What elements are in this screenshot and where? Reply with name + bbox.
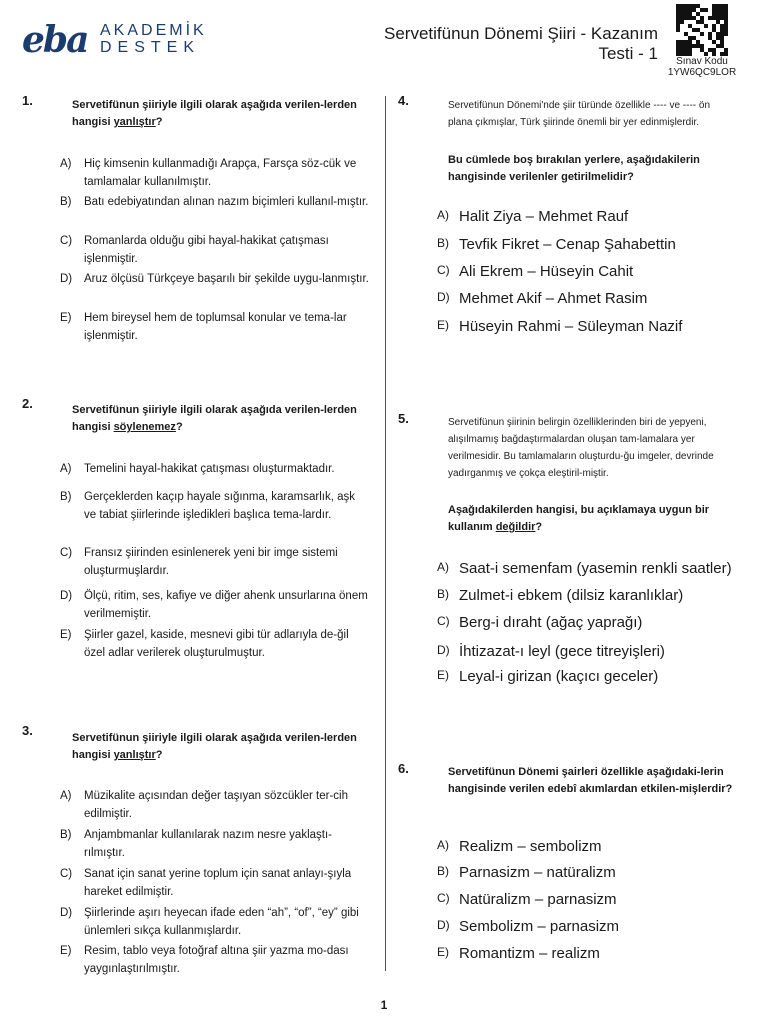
exam-code [660, 56, 744, 78]
test-title-line-1: Servetifünun Dönemi Şiiri - Kazanım [383, 24, 658, 43]
answer-option[interactable]: C) Romanlarda olduğu gibi hayal-hakikat çatışması işlenmiştir. [60, 235, 329, 265]
question-passage: Servetifünun Dönemi'nde şiir türünde özellikle ---- ve ---- ön plana çıkmışlar, Türk şiirinde önemli bir yer edinmişlerdir. [448, 100, 711, 128]
answer-option[interactable]: B) Parnasizm – natüralizm [437, 864, 616, 881]
answer-option[interactable]: C) Fransız şiirinden esinlenerek yeni bir imge sistemi oluşturmuşlardır. [60, 547, 338, 577]
logo-line-1: AKADEMİK [100, 22, 207, 39]
stem-emphasis: yanlıştır [113, 749, 156, 761]
answer-option[interactable]: B) Zulmet-i ebkem (dilsiz karanlıklar) [437, 587, 684, 604]
answer-option[interactable]: D) Mehmet Akif – Ahmet Rasim [437, 290, 648, 307]
answer-option[interactable]: C) Ali Ekrem – Hüseyin Cahit [437, 263, 634, 280]
eba-logo-text [100, 22, 207, 56]
answer-option[interactable]: E) Şiirler gazel, kaside, mesnevi gibi tür adlarıyla de-ğil özel adlar verilerek oluşturulmuştur. [60, 629, 349, 659]
question-stem: Bu cümlede boş bırakılan yerlere, aşağıdakilerin hangisinde verilenler getirilmelidir? [448, 154, 700, 183]
answer-option[interactable]: A) Realizm – sembolizm [437, 838, 602, 855]
eba-logo-mark: eba [22, 19, 88, 61]
question-number: 6. [398, 761, 409, 776]
test-title-line-2: Testi - 1 [598, 44, 658, 63]
exam-code-label: Sınav Kodu [676, 56, 728, 67]
question-number: 4. [398, 93, 409, 108]
stem-emphasis: söylenemez [113, 421, 176, 433]
answer-option[interactable]: D) Ölçü, ritim, ses, kafiye ve diğer ahenk unsurlarına önem verilmemiştir. [60, 590, 368, 620]
answer-option[interactable]: D) İhtizazat-ı leyl (gece titreyişleri) [437, 643, 665, 660]
answer-option[interactable]: C) Natüralizm – parnasizm [437, 891, 617, 908]
answer-option[interactable]: D) Sembolizm – parnasizm [437, 918, 620, 935]
exam-code-value: 1YW6QC9LOR [667, 67, 737, 78]
question-stem: Aşağıdakilerden hangisi, bu açıklamaya uygun bir kullanım değildir? [448, 504, 710, 533]
test-title [328, 24, 658, 64]
logo-line-2: DESTEK [100, 39, 201, 56]
stem-emphasis: değildir [495, 521, 536, 533]
answer-option[interactable]: D) Şiirlerinde aşırı heyecan ifade eden “ah”, “of”, “ey” gibi ünlemleri sıkça kullanmışlardır. [60, 907, 359, 937]
question-passage: Servetifünun şiirinin belirgin özelliklerinden biri de yepyeni, alışılmamış bağdaştırmalardan oluşan tam-lamalara yer verilmesidir. Bu tamlamaların oluşturdu-ğu imgeler, devrinde yadırganmış ve çokça eleştiril-miştir. [448, 417, 714, 479]
answer-option[interactable]: A) Hiç kimsenin kullanmadığı Arapça, Farsça söz-cük ve tamlamalar kullanılmıştır. [60, 158, 357, 188]
qr-code-icon [676, 4, 728, 56]
question-number: 5. [398, 411, 409, 426]
answer-option[interactable]: B) Batı edebiyatından alınan nazım biçimleri kullanıl-mıştır. [60, 196, 369, 208]
answer-option[interactable]: D) Aruz ölçüsü Türkçeye başarılı bir şekilde uygu-lanmıştır. [60, 273, 369, 285]
answer-option[interactable]: E) Hem bireysel hem de toplumsal konular ve tema-lar işlenmiştir. [60, 312, 347, 342]
question-number: 2. [22, 396, 33, 411]
question-stem: Servetifünun şiiriyle ilgili olarak aşağıda verilen-lerden hangisi yanlıştır? [72, 732, 357, 761]
answer-option[interactable]: E) Romantizm – realizm [437, 945, 600, 962]
answer-option[interactable]: E) Resim, tablo veya fotoğraf altına şiir yazma mo-dası yaygınlaştırılmıştır. [60, 945, 349, 975]
answer-option[interactable]: A) Temelini hayal-hakikat çatışması oluşturmaktadır. [60, 463, 335, 475]
question-number: 1. [22, 93, 33, 108]
answer-option[interactable]: C) Berg-i dıraht (ağaç yaprağı) [437, 614, 643, 631]
answer-option[interactable]: E) Leyal-i girizan (kaçıcı geceler) [437, 668, 659, 685]
answer-option[interactable]: B) Tevfik Fikret – Cenap Şahabettin [437, 236, 676, 253]
column-divider [385, 96, 386, 971]
answer-option[interactable]: A) Müzikalite açısından değer taşıyan sözcükler ter-cih edilmiştir. [60, 790, 348, 820]
page-number: 1 [380, 998, 388, 1012]
question-stem: Servetifünun Dönemi şairleri özellikle aşağıdaki-lerin hangisinde verilen edebî akımlardan etkilen-mişlerdir? [448, 766, 733, 795]
question-stem: Servetifünun şiiriyle ilgili olarak aşağıda verilen-lerden hangisi söylenemez? [72, 404, 357, 433]
question-stem: Servetifünun şiiriyle ilgili olarak aşağıda verilen-lerden hangisi yanlıştır? [72, 99, 357, 128]
answer-option[interactable]: B) Anjambmanlar kullanılarak nazım nesre yaklaştı-rılmıştır. [60, 829, 332, 859]
answer-option[interactable]: C) Sanat için sanat yerine toplum için sanat anlayı-şıyla hareket edilmiştir. [60, 868, 352, 898]
answer-option[interactable]: A) Saat-i semenfam (yasemin renkli saatler) [437, 560, 732, 577]
answer-option[interactable]: B) Gerçeklerden kaçıp hayale sığınma, karamsarlık, aşk ve tabiat şiirlerinde işledikleri başlıca tema-lardır. [60, 491, 356, 521]
answer-option[interactable]: A) Halit Ziya – Mehmet Rauf [437, 208, 629, 225]
stem-emphasis: yanlıştır [113, 116, 156, 128]
answer-option[interactable]: E) Hüseyin Rahmi – Süleyman Nazif [437, 318, 683, 335]
question-number: 3. [22, 723, 33, 738]
